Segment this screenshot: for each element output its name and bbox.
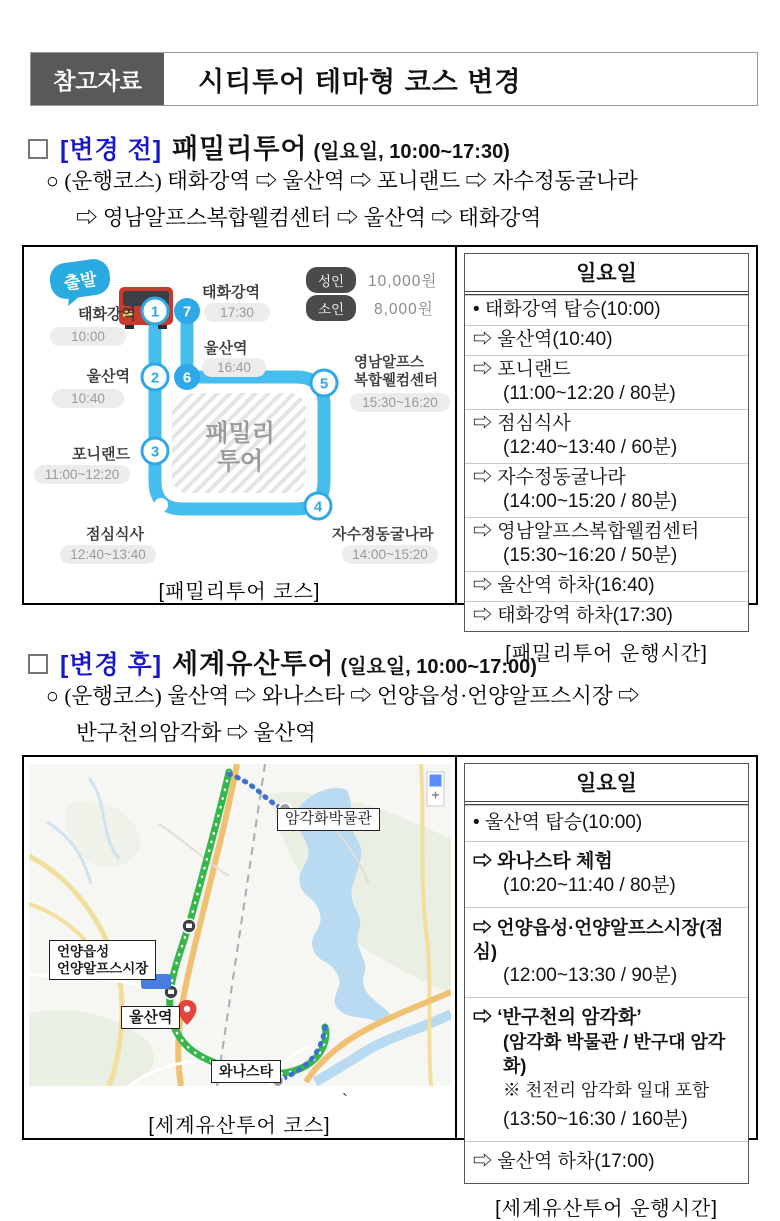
map-zoom-control bbox=[427, 772, 444, 806]
start-bubble: 출발 bbox=[48, 257, 112, 301]
schedule-header: 일요일 bbox=[465, 764, 748, 805]
before-schedule-caption: [패밀리투어 운행시간] bbox=[505, 643, 708, 665]
stop-time: 11:00~12:20 bbox=[34, 465, 130, 484]
schedule-row: • 울산역 탑승(10:00) bbox=[465, 805, 748, 841]
map-label-museum: 암각화박물관 bbox=[277, 808, 380, 831]
after-route-line1: ○ (운행코스) 울산역 ⇨ 와나스타 ⇨ 언양읍성·언양알프스시장 ⇨ bbox=[46, 684, 640, 708]
checkbox-icon bbox=[28, 654, 48, 674]
before-label: [변경 전] bbox=[60, 136, 163, 164]
tour-name-line1: 패밀리 bbox=[205, 420, 275, 447]
family-tour-diagram bbox=[24, 253, 457, 571]
stop-label: 복합웰컴센터 bbox=[354, 373, 439, 389]
after-subtitle: (일요일, 10:00~17:00) bbox=[340, 656, 537, 678]
after-route-line2: 반구천의암각화 ⇨ 울산역 bbox=[76, 721, 316, 745]
before-subtitle: (일요일, 10:00~17:30) bbox=[313, 141, 510, 163]
schedule-row: ⇨ 포니랜드 (11:00~12:20 / 80분) bbox=[465, 355, 748, 409]
checkbox-icon bbox=[28, 139, 48, 159]
schedule-row: ⇨ 울산역(10:40) bbox=[465, 325, 748, 355]
schedule-row: ⇨ 영남알프스복합웰컴센터 (15:30~16:20 / 50분) bbox=[465, 517, 748, 571]
after-panel bbox=[22, 755, 758, 1220]
before-diagram-column bbox=[24, 247, 457, 603]
schedule-row: ⇨ 울산역 하차(16:40) bbox=[465, 571, 748, 601]
svg-text:7: 7 bbox=[182, 303, 192, 321]
svg-text:6: 6 bbox=[182, 369, 192, 387]
after-schedule-caption: [세계유산투어 운행시간] bbox=[495, 1198, 718, 1220]
stop-time: 10:00 bbox=[50, 327, 126, 346]
stop-label: 울산역 bbox=[86, 368, 130, 385]
page-title: 시티투어 테마형 코스 변경 bbox=[198, 66, 522, 97]
map-graphic bbox=[29, 764, 451, 1086]
schedule-row: • 태화강역 탑승(10:00) bbox=[465, 295, 748, 325]
svg-text:3: 3 bbox=[150, 443, 160, 461]
before-diagram-caption: [패밀리투어 코스] bbox=[158, 581, 321, 603]
after-schedule-column bbox=[457, 757, 756, 1220]
stop-time: 10:40 bbox=[52, 389, 124, 408]
schedule-header: 일요일 bbox=[465, 254, 748, 295]
stop-label: 자수정동굴나라 bbox=[332, 526, 434, 543]
after-map-caption: [세계유산투어 코스] bbox=[148, 1115, 331, 1137]
stop-time: 12:40~13:40 bbox=[60, 545, 156, 564]
schedule-row: ⇨ 점심식사 (12:40~13:40 / 60분) bbox=[465, 409, 748, 463]
section-before-heading bbox=[28, 127, 752, 166]
stop-label: 울산역 bbox=[204, 340, 248, 357]
schedule-row: ⇨ ‘반구천의 암각화’ (암각화 박물관 / 반구대 암각화) ※ 천전리 암각화 일대 포함 (13:50~16:30 / 160분) bbox=[465, 997, 748, 1141]
after-schedule-table bbox=[464, 763, 749, 1184]
child-badge: 소인 bbox=[306, 295, 356, 321]
header-tag: 참고자료 bbox=[31, 53, 164, 105]
section-after-heading bbox=[28, 642, 752, 681]
before-schedule-table bbox=[464, 253, 749, 632]
svg-text:4: 4 bbox=[313, 498, 323, 516]
document-header bbox=[30, 52, 758, 106]
map-label-station: 울산역 bbox=[121, 1006, 180, 1029]
stop-label: 포니랜드 bbox=[72, 446, 130, 463]
schedule-row: ⇨ 와나스타 체험 (10:20~11:40 / 80분) bbox=[465, 841, 748, 907]
adult-badge: 성인 bbox=[306, 267, 356, 293]
after-route bbox=[46, 678, 766, 752]
after-label: [변경 후] bbox=[60, 651, 163, 679]
before-route bbox=[46, 163, 766, 237]
schedule-row: ⇨ 태화강역 하차(17:30) bbox=[465, 601, 748, 631]
stop-time: 16:40 bbox=[202, 358, 266, 377]
before-title: 패밀리투어 bbox=[172, 134, 308, 164]
after-title: 세계유산투어 bbox=[172, 649, 335, 679]
stray-character: ` bbox=[342, 1091, 348, 1111]
heritage-tour-map bbox=[29, 764, 451, 1086]
svg-text:1: 1 bbox=[150, 303, 160, 321]
before-route-line1: ○ (운행코스) 태화강역 ⇨ 울산역 ⇨ 포니랜드 ⇨ 자수정동굴나라 bbox=[46, 169, 638, 193]
after-map-column bbox=[24, 757, 457, 1138]
price-adult: 성인 10,000원 bbox=[306, 267, 437, 293]
stop-time: 15:30~16:20 bbox=[350, 393, 450, 412]
stop-label: 점심식사 bbox=[86, 526, 144, 543]
schedule-row: ⇨ 울산역 하차(17:00) bbox=[465, 1141, 748, 1183]
before-route-line2: ⇨ 영남알프스복합웰컴센터 ⇨ 울산역 ⇨ 태화강역 bbox=[76, 206, 542, 230]
schedule-row: ⇨ 언양읍성·언양알프스시장(점심) (12:00~13:30 / 90분) bbox=[465, 907, 748, 997]
stop-label: 태화강역 bbox=[202, 284, 260, 301]
lunch-stop-dot bbox=[154, 498, 168, 512]
before-schedule-column bbox=[457, 247, 756, 665]
stop-time: 17:30 bbox=[204, 303, 270, 322]
tour-name-line2: 투어 bbox=[216, 448, 264, 475]
price-child: 소인 8,000원 bbox=[306, 295, 434, 321]
svg-text:5: 5 bbox=[319, 375, 329, 393]
svg-text:2: 2 bbox=[150, 369, 160, 387]
stop-label: 영남알프스 bbox=[354, 355, 425, 371]
stop-label: 태화강역 bbox=[78, 306, 136, 323]
schedule-row: ⇨ 자수정동굴나라 (14:00~15:20 / 80분) bbox=[465, 463, 748, 517]
map-label-eupseong: 언양읍성 언양알프스시장 bbox=[49, 940, 156, 980]
map-label-wanasta: 와나스타 bbox=[211, 1060, 281, 1083]
stop-time: 14:00~15:20 bbox=[342, 545, 438, 564]
